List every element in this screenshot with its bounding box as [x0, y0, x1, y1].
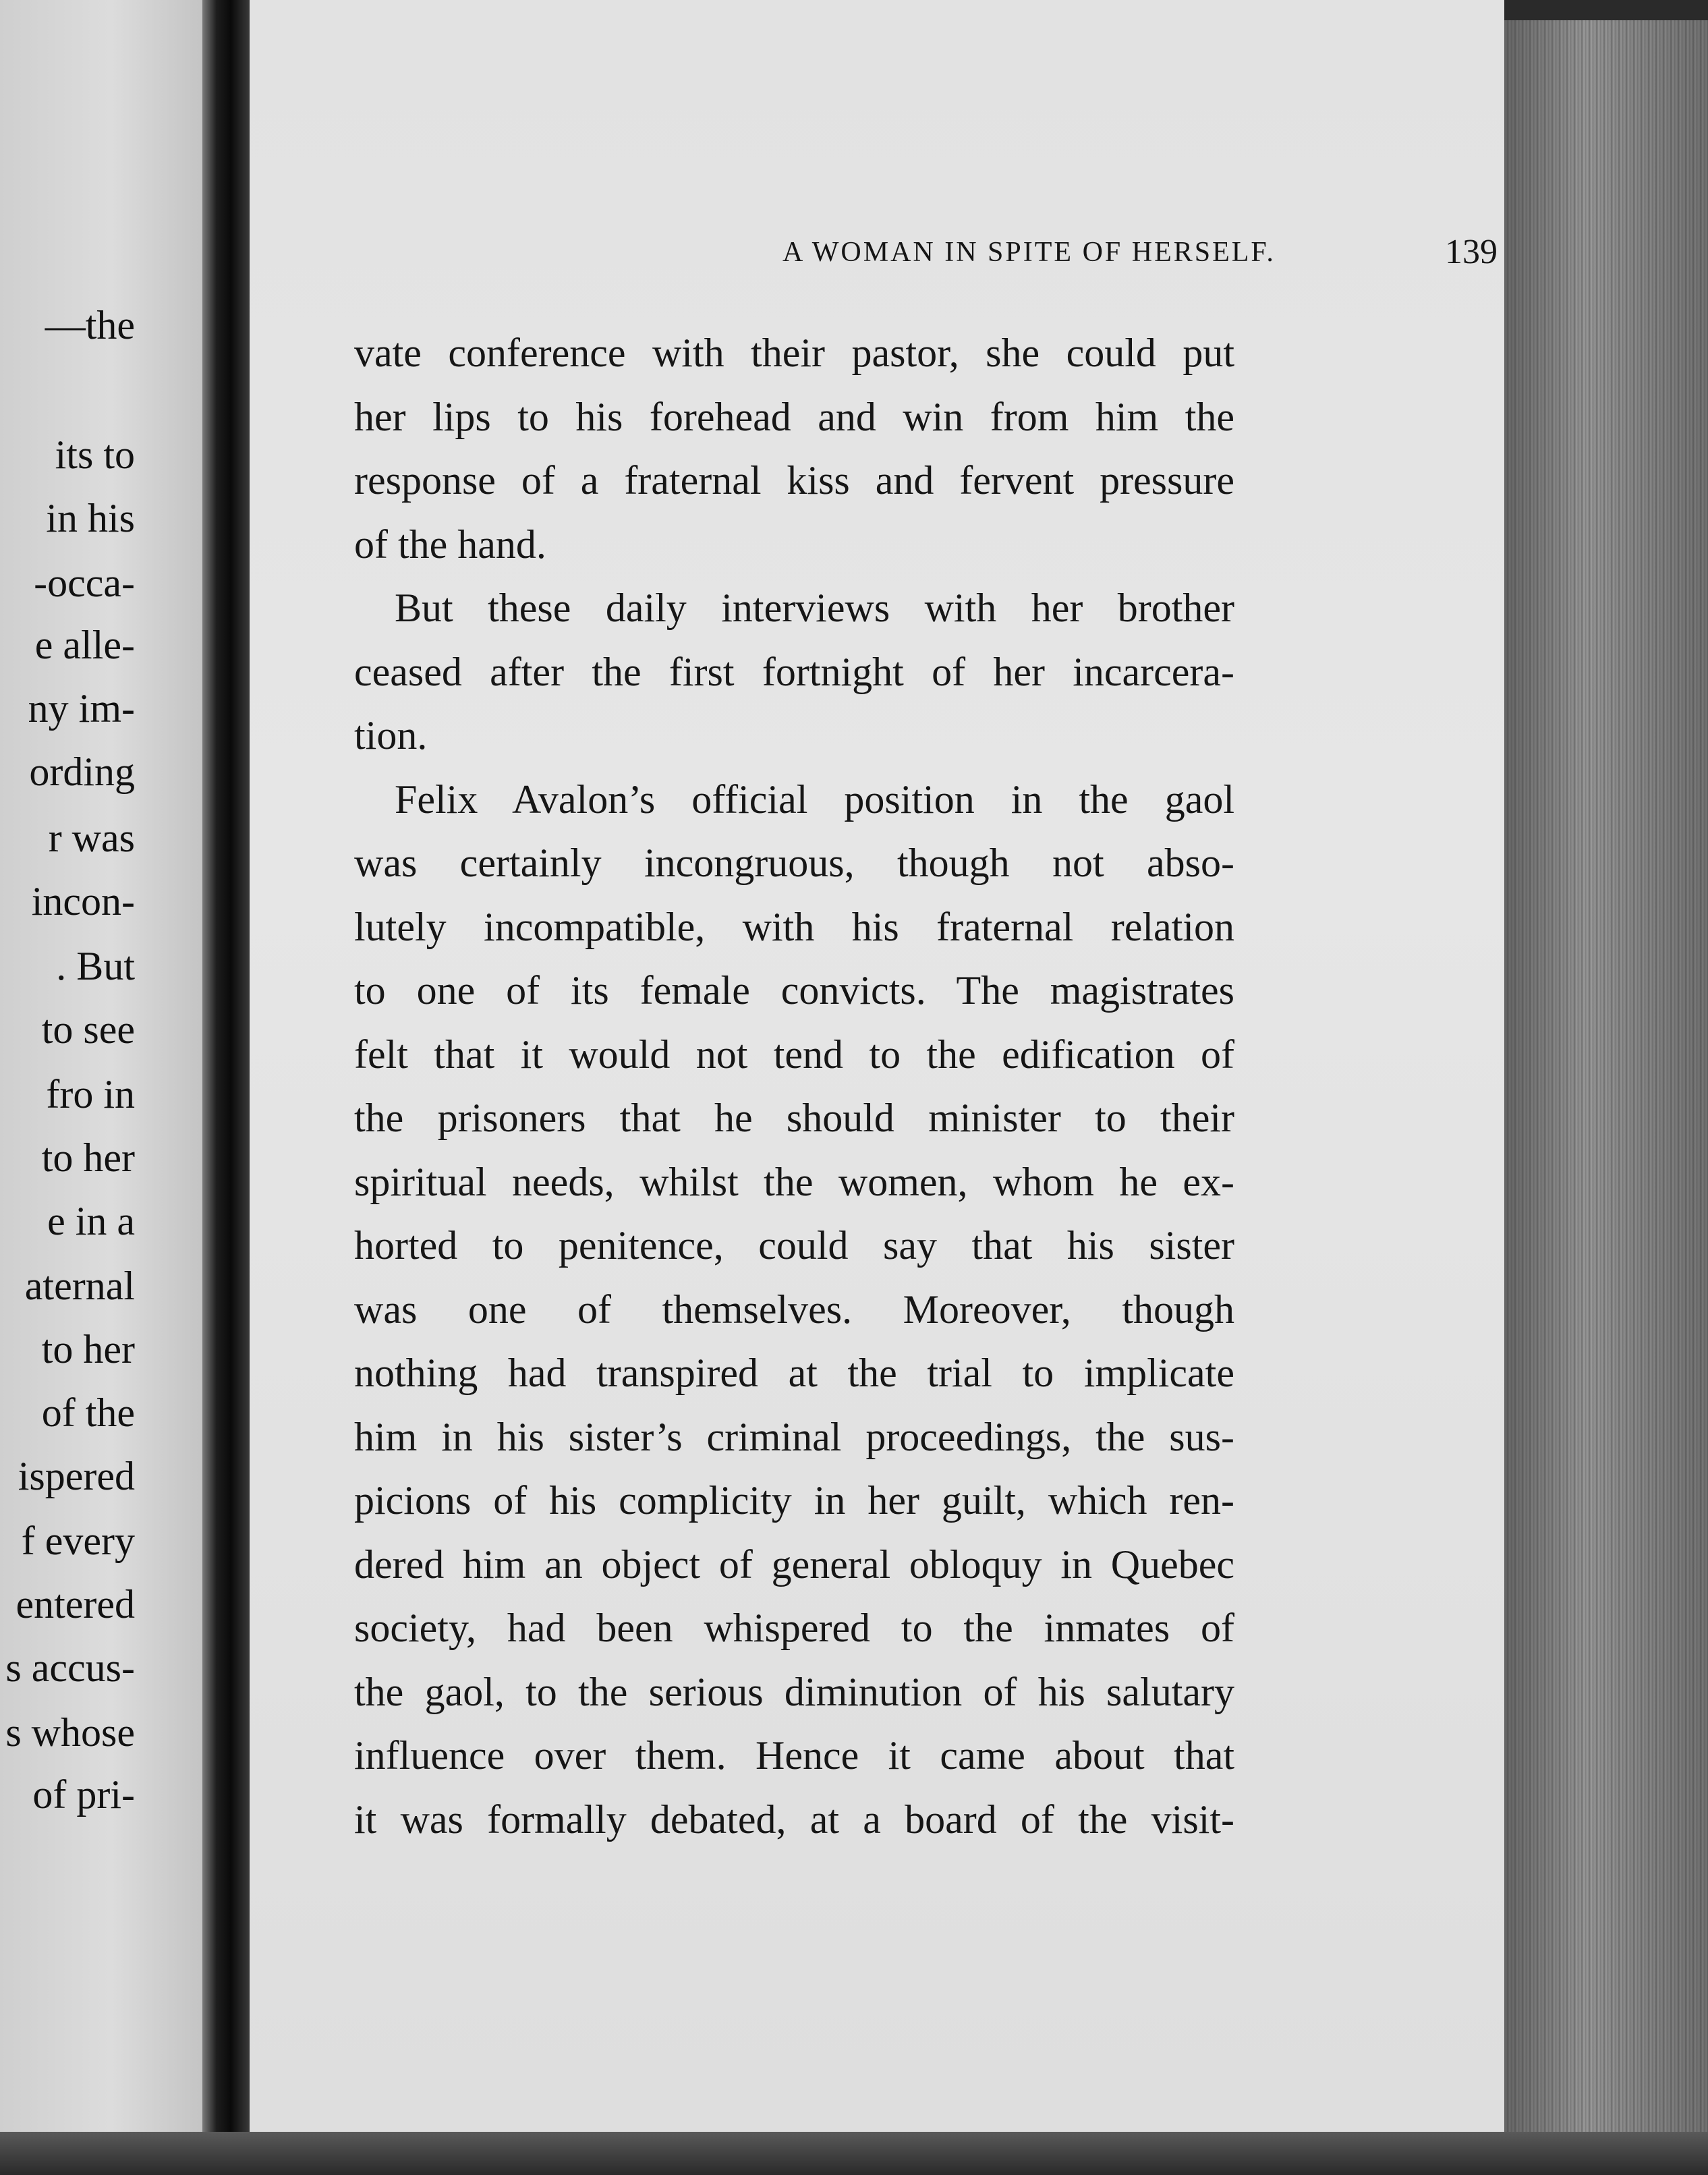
left-page-line: to her: [41, 1135, 135, 1180]
body-line: the prisoners that he should minister to their: [354, 1096, 1234, 1140]
body-line: was one of themselves. Moreover, though: [354, 1287, 1234, 1332]
body-line: spiritual needs, whilst the women, whom he ex-: [354, 1159, 1234, 1204]
body-line: picions of his complicity in her guilt, which ren-: [354, 1478, 1234, 1523]
left-page-line: entered: [16, 1582, 135, 1627]
left-page-line: to her: [41, 1327, 135, 1372]
body-line: But these daily interviews with her brother: [395, 586, 1234, 630]
left-page-fragment: [0, 0, 202, 2175]
page-fore-edge-shadow: [1504, 20, 1708, 2145]
left-page-line: -occa-: [34, 561, 135, 605]
left-page-line: to see: [41, 1007, 135, 1052]
left-page-line: e in a: [47, 1199, 135, 1243]
body-line: him in his sister’s criminal proceedings, the sus-: [354, 1414, 1234, 1459]
left-page-line: its to: [55, 432, 135, 477]
body-line: tion.: [354, 713, 428, 758]
left-page-line: aternal: [24, 1264, 135, 1308]
body-line: was certainly incongruous, though not abso-: [354, 841, 1234, 885]
body-line: dered him an object of general obloquy in Quebec: [354, 1542, 1234, 1587]
left-page-line: r was: [48, 816, 135, 860]
body-line: lutely incompatible, with his fraternal relation: [354, 904, 1234, 949]
left-page-line: fro in: [46, 1072, 135, 1117]
left-page-line: of the: [41, 1390, 135, 1435]
left-page-line: s whose: [5, 1710, 135, 1755]
body-line: society, had been whispered to the inmates of: [354, 1606, 1234, 1650]
left-page-line: . But: [56, 944, 135, 988]
left-page-line: e alle-: [34, 623, 135, 667]
left-page-line: ispered: [18, 1454, 135, 1498]
left-page-line: incon-: [31, 879, 135, 924]
left-page-line: f every: [21, 1519, 135, 1563]
left-page-line: s accus-: [5, 1645, 135, 1690]
body-line: to one of its female convicts. The magistrates: [354, 968, 1234, 1013]
body-line: vate conference with their pastor, she could put: [354, 331, 1234, 375]
left-page-line: ny im-: [28, 686, 135, 731]
body-line: ceased after the first fortnight of her incarcera-: [354, 649, 1234, 694]
left-page-line: of pri-: [32, 1772, 135, 1817]
body-line: horted to penitence, could say that his sister: [354, 1223, 1234, 1268]
body-line: her lips to his forehead and win from him the: [354, 394, 1234, 439]
body-line: response of a fraternal kiss and fervent pressure: [354, 458, 1234, 503]
page-number: 139: [1445, 233, 1498, 271]
body-line: Felix Avalon’s official position in the gaol: [395, 776, 1234, 822]
running-head: [526, 233, 1498, 290]
right-page: [250, 0, 1504, 2132]
body-line: it was formally debated, at a board of the visit-: [354, 1797, 1234, 1842]
body-line: of the hand.: [354, 521, 546, 567]
body-line: felt that it would not tend to the edification of: [354, 1032, 1234, 1077]
left-page-line: in his: [46, 496, 135, 540]
bottom-shadow: [0, 2132, 1708, 2175]
body-line: nothing had transpired at the trial to implicate: [354, 1351, 1234, 1395]
body-line: the gaol, to the serious diminution of his salutary: [354, 1669, 1234, 1714]
body-line: influence over them. Hence it came about that: [354, 1733, 1234, 1778]
left-page-line: ording: [29, 750, 135, 794]
left-page-line: —the: [45, 303, 135, 347]
running-head-title: A WOMAN IN SPITE OF HERSELF.: [782, 237, 1276, 268]
book-gutter: [202, 0, 250, 2175]
